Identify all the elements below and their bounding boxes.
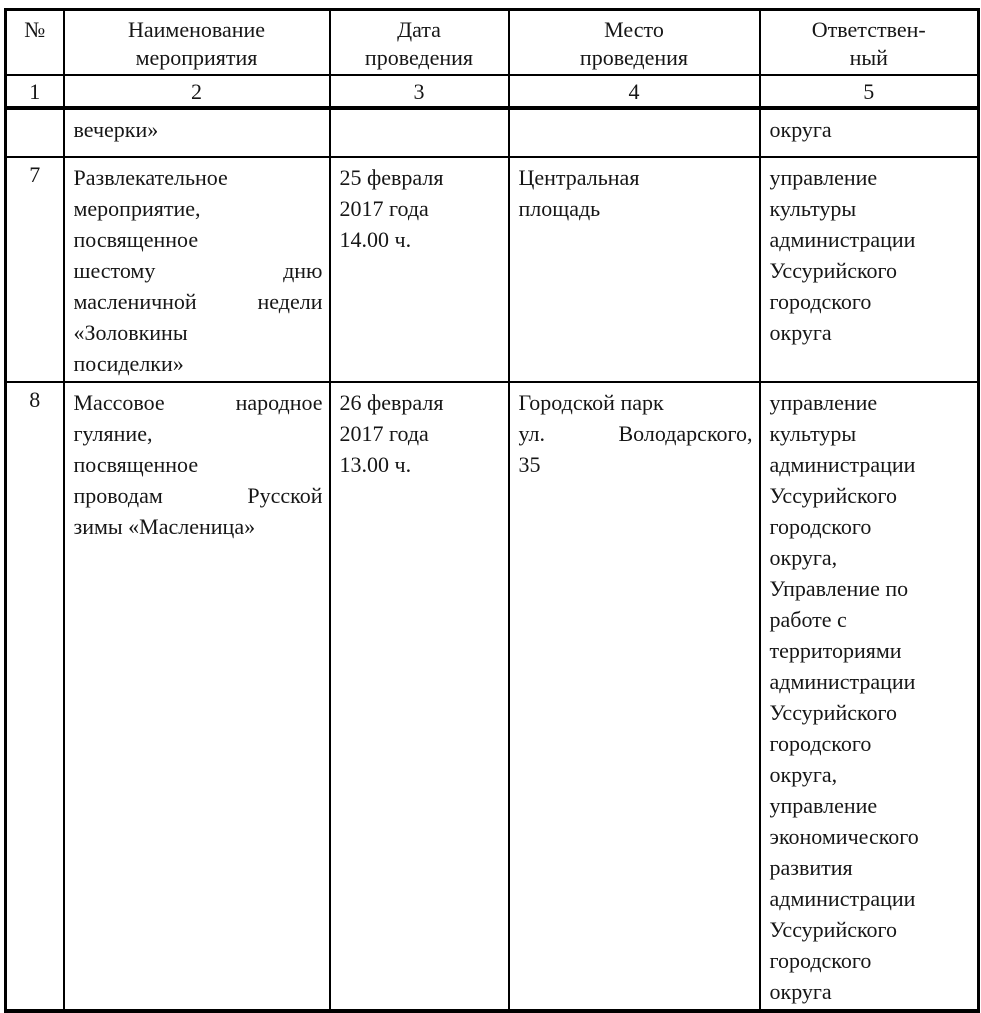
text-line: Уссурийского <box>769 258 898 283</box>
text-line: администрации <box>769 452 916 477</box>
row-continuation-number-cell <box>6 108 64 157</box>
table-row-7 <box>6 157 979 382</box>
text-line: управление <box>769 390 878 415</box>
column-header-responsible <box>760 10 979 76</box>
text-line: ный <box>849 45 888 70</box>
text-line: мероприятия <box>135 45 258 70</box>
column-header-place <box>509 10 760 76</box>
text-line: мероприятие, <box>73 196 201 221</box>
column-index-1: 1 <box>6 75 64 108</box>
table-row-8 <box>6 382 979 1011</box>
text-line: культуры <box>769 196 857 221</box>
text-line: 26 февраля <box>339 390 444 415</box>
text-line: городского <box>769 514 872 539</box>
text-line: посиделки» <box>73 351 184 376</box>
text-line: 25 февраля <box>339 165 444 190</box>
text-line: проведения <box>579 45 689 70</box>
row8-responsible-cell <box>760 382 979 1011</box>
text-line: № <box>24 17 46 42</box>
row8-place-cell <box>509 382 760 1011</box>
text-line: Наименование <box>127 17 266 42</box>
text-line: масленичной недели <box>73 289 323 314</box>
text-line: округа <box>769 979 832 1004</box>
text-line: проведения <box>364 45 474 70</box>
text-line: 2017 года <box>339 421 429 446</box>
text-line: Массовое народное <box>73 390 323 415</box>
text-line: Городской парк <box>518 390 664 415</box>
text-line: управление <box>769 165 878 190</box>
text-line: Развлекательное <box>73 165 228 190</box>
text-line: проводам Русской <box>73 483 323 508</box>
column-header-event-name <box>64 10 330 76</box>
text-line: округа, <box>769 545 838 570</box>
text-line: Ответствен- <box>811 17 926 42</box>
column-header-number <box>6 10 64 76</box>
text-line: Уссурийского <box>769 483 898 508</box>
text-line: экономического <box>769 824 919 849</box>
text-line: вечерки» <box>73 117 159 142</box>
text-line: работе с <box>769 607 847 632</box>
text-line: Центральная <box>518 165 640 190</box>
text-line: 2017 года <box>339 196 429 221</box>
table-row-continuation <box>6 108 979 157</box>
text-line: культуры <box>769 421 857 446</box>
row-continuation-responsible-cell <box>760 108 979 157</box>
text-line: Уссурийского <box>769 700 898 725</box>
text-line: Дата <box>397 17 441 42</box>
text-line: городского <box>769 731 872 756</box>
text-line: гуляние, <box>73 421 153 446</box>
text-line: территориями <box>769 638 902 663</box>
text-line: городского <box>769 948 872 973</box>
text-line: городского <box>769 289 872 314</box>
text-line: администрации <box>769 886 916 911</box>
column-index-5: 5 <box>760 75 979 108</box>
text-line: площадь <box>518 196 601 221</box>
table-header-row <box>6 10 979 76</box>
text-line: 14.00 ч. <box>339 227 412 252</box>
text-line: посвященное <box>73 452 199 477</box>
events-table <box>4 8 980 1013</box>
column-index-4: 4 <box>509 75 760 108</box>
text-line: 13.00 ч. <box>339 452 412 477</box>
text-line: округа, <box>769 762 838 787</box>
text-line: округа <box>769 320 832 345</box>
row7-responsible-cell <box>760 157 979 382</box>
row8-date-cell <box>330 382 509 1011</box>
row7-name-cell <box>64 157 330 382</box>
text-line: зимы «Масленица» <box>73 514 256 539</box>
text-line: шестому дню <box>73 258 323 283</box>
row8-number-cell: 8 <box>6 382 64 1011</box>
row-continuation-date-cell <box>330 108 509 157</box>
column-index-row <box>6 75 979 108</box>
text-line: 35 <box>518 452 541 477</box>
text-line: ул. Володарского, <box>518 421 753 446</box>
text-line: администрации <box>769 669 916 694</box>
text-line: Управление по <box>769 576 909 601</box>
row7-number-cell: 7 <box>6 157 64 382</box>
text-line: посвященное <box>73 227 199 252</box>
text-line: развития <box>769 855 853 880</box>
row7-place-cell <box>509 157 760 382</box>
text-line: Место <box>604 17 664 42</box>
row-continuation-name-cell <box>64 108 330 157</box>
text-line: администрации <box>769 227 916 252</box>
column-index-3: 3 <box>330 75 509 108</box>
row7-date-cell <box>330 157 509 382</box>
text-line: Уссурийского <box>769 917 898 942</box>
row-continuation-place-cell <box>509 108 760 157</box>
text-line: «Золовкины <box>73 320 188 345</box>
column-header-date <box>330 10 509 76</box>
row8-name-cell <box>64 382 330 1011</box>
column-index-2: 2 <box>64 75 330 108</box>
text-line: округа <box>769 117 832 142</box>
text-line: управление <box>769 793 878 818</box>
